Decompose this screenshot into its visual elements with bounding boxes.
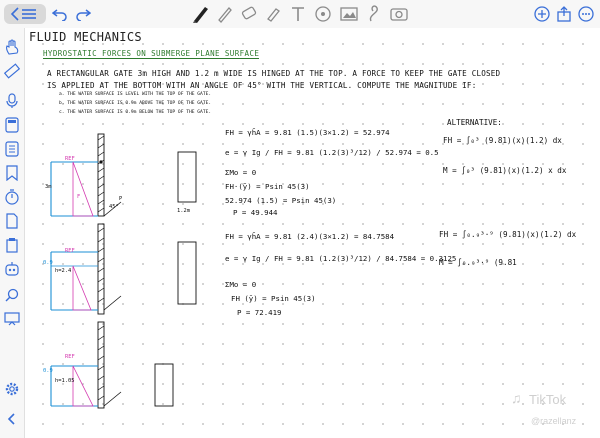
tiktok-logo: ♫ bbox=[511, 390, 522, 406]
height-label-a: 3m bbox=[45, 184, 52, 190]
undo-icon[interactable] bbox=[50, 4, 70, 24]
search-icon[interactable] bbox=[3, 286, 21, 304]
shapes-icon[interactable] bbox=[312, 4, 334, 24]
alternative-a-moment: M = ∫₀³ (9.81)(x)(1.2) x dx bbox=[443, 166, 567, 175]
bookmark-icon[interactable] bbox=[3, 164, 21, 182]
alternative-b-force: FH = ∫₀.₉³·⁹ (9.81)(x)(1.2) dx bbox=[439, 230, 577, 239]
settings-icon[interactable] bbox=[3, 380, 21, 398]
solution-b-line-5: P = 72.419 bbox=[237, 308, 282, 317]
lasso-icon[interactable] bbox=[364, 4, 384, 24]
page-icon[interactable] bbox=[3, 212, 21, 230]
gate-diagram-c bbox=[33, 320, 213, 412]
solution-b-line-4: FH (ȳ) = Psin 45(3) bbox=[231, 294, 316, 303]
eraser-icon[interactable] bbox=[238, 4, 260, 24]
page-subtitle: HYDROSTATIC FORCES ON SUBMERGE PLANE SURFACE bbox=[43, 49, 260, 58]
list-icon[interactable] bbox=[3, 140, 21, 158]
solution-a-line-5: 52.974 (1.5) = Psin 45(3) bbox=[225, 196, 337, 205]
h-label-c: h=1.05 bbox=[55, 378, 75, 384]
solution-b-line-2: e = γ Ig / FH = 9.81 (1.2(3)³/12) / 84.7584 = 0.3125 bbox=[225, 254, 457, 263]
camera-icon[interactable] bbox=[388, 4, 410, 24]
solution-a-line-1: FH = γh̄A = 9.81 (1.5)(3×1.2) = 52.974 bbox=[225, 128, 390, 137]
gate-diagram-a bbox=[33, 132, 213, 220]
problem-line-1: A RECTANGULAR GATE 3m HIGH AND 1.2 m WIDE IS HINGED AT THE TOP. A FORCE TO KEEP THE GATE CLOSED bbox=[47, 69, 501, 78]
text-icon[interactable] bbox=[288, 4, 308, 24]
problem-line-2: IS APPLIED AT THE BOTTOM WITH AN ANGLE OF 45° WITH THE VERTICAL. COMPUTE THE MAGNITUDE IF: bbox=[47, 81, 477, 90]
tiktok-brand: TikTok bbox=[529, 392, 567, 407]
add-icon[interactable] bbox=[532, 4, 552, 24]
pen-icon[interactable] bbox=[188, 4, 212, 24]
force-label-a: F bbox=[77, 194, 81, 200]
problem-item-a: a. THE WATER SURFACE IS LEVEL WITH THE TOP OF THE GATE. bbox=[59, 92, 212, 97]
left-tool-rail bbox=[0, 28, 25, 438]
more-icon[interactable] bbox=[576, 4, 596, 24]
page-title: FLUID MECHANICS bbox=[29, 30, 142, 44]
p-label-a: P bbox=[119, 196, 123, 202]
paste-icon[interactable] bbox=[3, 236, 21, 254]
highlighter-icon[interactable] bbox=[262, 4, 284, 24]
solution-b-line-1: FH = γh̄A = 9.81 (2.4)(3×1.2) = 84.7584 bbox=[225, 232, 395, 241]
image-icon[interactable] bbox=[338, 4, 360, 24]
angle-label-a: 45° bbox=[109, 204, 119, 210]
width-label-a: 1.2m bbox=[177, 208, 190, 214]
ai-icon[interactable] bbox=[3, 260, 21, 278]
ref-label-b: REF bbox=[65, 248, 75, 254]
alternative-a-force: FH = ∫₀³ (9.81)(x)(1.2) dx bbox=[443, 136, 562, 145]
sidebar-icon[interactable] bbox=[4, 4, 46, 24]
solution-a-line-2: e = γ Ig / FH = 9.81 (1.2(3)³/12) / 52.974 = 0.5 bbox=[225, 148, 439, 157]
pencil-icon[interactable] bbox=[214, 4, 236, 24]
top-toolbar bbox=[0, 0, 600, 29]
problem-item-c: c. THE WATER SURFACE IS 0.9m BELOW THE TOP OF THE GATE. bbox=[59, 110, 212, 115]
solution-a-line-4: FH·(ȳ) = Psin 45(3) bbox=[225, 182, 310, 191]
calculator-icon[interactable] bbox=[3, 116, 21, 134]
ref-label-c: REF bbox=[65, 354, 75, 360]
alternative-title: ALTERNATIVE: bbox=[447, 118, 502, 127]
depth-label-b: 0.9 bbox=[43, 260, 53, 266]
redo-icon[interactable] bbox=[73, 4, 93, 24]
ref-label-a: REF bbox=[65, 156, 75, 162]
collapse-icon[interactable] bbox=[3, 410, 21, 428]
hand-icon[interactable] bbox=[3, 38, 21, 56]
solution-a-line-3: ΣMo = 0 bbox=[225, 168, 257, 177]
timer-icon[interactable] bbox=[3, 188, 21, 206]
present-icon[interactable] bbox=[3, 310, 21, 328]
alternative-b-moment: M = ∫₀.₉³·⁹ (9.81 bbox=[439, 258, 517, 267]
depth-label-c: 0.9 bbox=[43, 368, 53, 374]
solution-a-line-6: P = 49.944 bbox=[233, 208, 278, 217]
problem-item-b: b. THE WATER SURFACE IS 0.9m ABOVE THE TOP OF THE GATE. bbox=[59, 101, 212, 106]
h-label-b: h=2.4 bbox=[55, 268, 72, 274]
note-canvas[interactable] bbox=[25, 28, 600, 438]
share-icon[interactable] bbox=[555, 4, 573, 24]
solution-b-line-3: ΣMo = 0 bbox=[225, 280, 257, 289]
ruler-icon[interactable] bbox=[3, 62, 21, 80]
tiktok-handle: @razellanz bbox=[531, 416, 577, 426]
mic-icon[interactable] bbox=[3, 92, 21, 110]
